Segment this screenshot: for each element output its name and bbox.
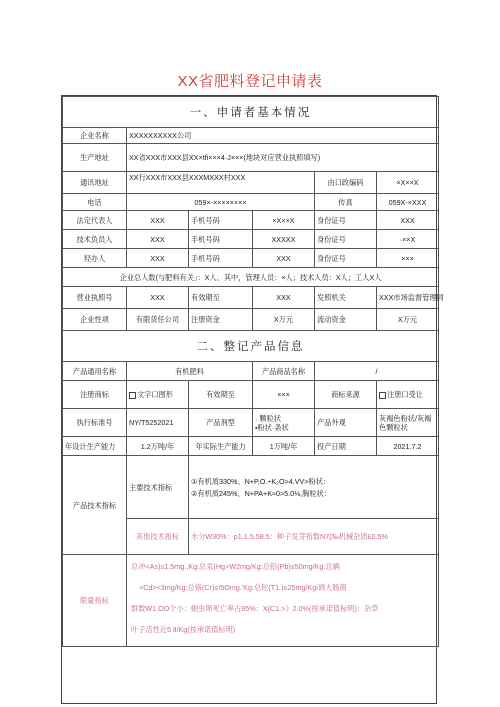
postcode-label: 由口政编码 <box>315 172 377 194</box>
application-form <box>61 95 444 704</box>
trademark-label: 注册商标 <box>63 381 127 409</box>
mail-address-label: 通讯地址 <box>63 172 127 194</box>
checkbox-icon[interactable] <box>379 392 386 399</box>
phone-label: 电话 <box>63 194 127 211</box>
legal-id-value: XXX <box>377 211 439 230</box>
agent-id-value: ××× <box>377 249 439 268</box>
product-name-row <box>63 362 439 381</box>
company-row <box>63 128 439 144</box>
trademark-value <box>127 381 189 409</box>
tech-lead-row <box>63 230 439 249</box>
appearance-label: 产品外观 <box>315 409 377 437</box>
tech-index-label: 产品技术指标 <box>63 456 127 555</box>
license-valid-label: 有效期至 <box>189 287 253 309</box>
agent-mobile-value: XXX <box>253 249 315 268</box>
production-address-row <box>63 144 439 172</box>
other-index-label: 其他技术指标 <box>127 519 189 555</box>
mail-address-value: XX行XXX市XXX县XXXMXXX村XXX <box>127 172 315 194</box>
mail-address-row <box>63 172 439 194</box>
tech-id-label: 身份证号 <box>315 230 377 249</box>
main-index-label: 主要技术指标 <box>127 456 189 519</box>
nature-value: 有限货任公司 <box>127 309 189 331</box>
tm-source-label: 商标来源 <box>315 381 377 409</box>
tm-valid-value: ××× <box>253 381 315 409</box>
license-value: XXX <box>127 287 189 309</box>
capacity-row <box>63 437 439 456</box>
appearance-value: 灰褐色粉状/灰褐色颗粒状 <box>377 409 439 437</box>
tm-source-value <box>377 381 439 409</box>
postcode-value: ×X××X <box>377 172 439 194</box>
tm-valid-label: 有效期至 <box>189 381 253 409</box>
legal-rep-value: XXX <box>127 211 189 230</box>
limit-index-value <box>127 555 439 647</box>
limit-index-row <box>63 555 439 647</box>
capital-value: X万元 <box>253 309 315 331</box>
limit-line-2: <Cd><3mg/Kg:总铬(Cr)≤!5Omg.'Kg:总铊(T1.)≤25mg/Kgi调大肠菌 <box>139 583 347 592</box>
nature-label: 企业性项 <box>63 309 127 331</box>
standard-row <box>63 409 439 437</box>
launch-date-value: 2021.7.2 <box>377 437 439 456</box>
limit-index-label: 限量指标 <box>63 555 127 647</box>
production-address-value: XX省XXX市XXX县XX×tfi×××4·J×××(地块对应营业执照填写) <box>127 144 439 172</box>
phone-value: 059×-×××××××× <box>127 194 315 211</box>
fax-label: 传真 <box>315 194 377 211</box>
legal-mobile-value: ×X××X <box>253 211 315 230</box>
tech-mobile-label: 手机号码 <box>189 230 253 249</box>
license-row <box>63 287 439 309</box>
trademark-option: 文字口图形 <box>137 390 173 399</box>
section2-heading-row <box>63 331 439 362</box>
actual-capacity-value: 1万吨/年 <box>253 437 315 456</box>
actual-capacity-label: 年实际生产能力 <box>189 437 253 456</box>
company-value: XXXXXXXXXX公司 <box>127 128 439 144</box>
tech-lead-label: 技术负员人 <box>63 230 127 249</box>
main-index-value <box>189 456 439 519</box>
form-table <box>62 96 444 647</box>
tech-lead-value: XXX <box>127 230 189 249</box>
agent-label: 羟办人 <box>63 249 127 268</box>
dosage-value <box>253 409 315 437</box>
company-label: 企业名称 <box>63 128 127 144</box>
issuer-value: XXX市场监督管理同 <box>377 287 439 309</box>
issuer-label: 发照机关 <box>315 287 377 309</box>
agent-id-label: 身份证号 <box>315 249 377 268</box>
trade-name-value: / <box>315 362 439 381</box>
limit-line-4: 叶子活性近5 Ⅱ/Kg(按承诺值标明) <box>131 625 236 634</box>
standard-value: NY/T5252021 <box>127 409 189 437</box>
capital-label: 注册资金 <box>189 309 253 331</box>
staff-summary: 企业总人数(与肥料有关」：X人、其中，管理人员：×人；技术人员：X人；工人X人 <box>63 268 439 287</box>
limit-line-1: 总冲<As)≤1.5mg.,Kg:总汞(Hg>W2mg/Kg:总铅(Pb)≤50mg/Kg:总辆 <box>131 562 340 571</box>
section1-heading-row <box>63 97 439 128</box>
legal-id-label: 身份证号 <box>315 211 377 230</box>
legal-rep-label: 法定代表人 <box>63 211 127 230</box>
generic-name-label: 产品通用名称 <box>63 362 127 381</box>
section2-heading: 二、整记产品信息 <box>63 331 439 362</box>
main-index-row <box>63 456 439 519</box>
standard-label: 执行标准号 <box>63 409 127 437</box>
legal-rep-row <box>63 211 439 230</box>
main-index-line-2: ②有机质245%、N+PA+K≈0>5.0⅛,胸粒状： <box>191 488 331 498</box>
form-title: XX省肥料登记申请表 <box>177 73 323 90</box>
production-address-label: 生产地址 <box>63 144 127 172</box>
dosage-label: 产品剂型 <box>189 409 253 437</box>
legal-mobile-label: 手机号码 <box>189 211 253 230</box>
trademark-row <box>63 381 439 409</box>
tech-mobile-value: XXXXX <box>253 230 315 249</box>
checkbox-icon[interactable] <box>129 392 136 399</box>
tech-id-value: ·××X <box>377 230 439 249</box>
dosage-option-powder: ▪粉状·条状 <box>255 422 289 432</box>
flow-value: X万元 <box>377 309 439 331</box>
license-valid-value: XXX <box>253 287 315 309</box>
launch-date-label: 投产日期 <box>315 437 377 456</box>
agent-value: XXX <box>127 249 189 268</box>
nature-row <box>63 309 439 331</box>
dosage-option-granular: · 颗粒状 <box>255 413 281 423</box>
limit-line-3: 群数W1.OO个小：蛔虫卵死亡率占95%：X(C1.>》2.0%(按承诺值标明)：杂草 <box>131 604 379 613</box>
other-index-value: 水分W30%：p1.1.5.58.5：种子发芽指数N7(‰机械杂质£0.5% <box>189 519 439 555</box>
agent-row <box>63 249 439 268</box>
fax-value: 059X-×XXX <box>377 194 439 211</box>
design-capacity-value: 1.2万吨/年 <box>127 437 189 456</box>
license-label: 营业执照号 <box>63 287 127 309</box>
phone-row <box>63 194 439 211</box>
main-index-line-1: ①有机质330%、N+P,O.÷K₂O>4.VV>粉状： <box>191 476 331 486</box>
staff-row <box>63 268 439 287</box>
design-capacity-label: 年设计生产能力 <box>63 437 127 456</box>
generic-name-value: 有机肥料 <box>127 362 253 381</box>
section1-heading: 一、申请者基本情况 <box>63 97 439 128</box>
agent-mobile-label: 手机号码 <box>189 249 253 268</box>
trade-name-label: 产品商品名称 <box>253 362 315 381</box>
flow-label: 流动资金 <box>315 309 377 331</box>
tm-source-option: 注册口受让 <box>387 390 423 399</box>
